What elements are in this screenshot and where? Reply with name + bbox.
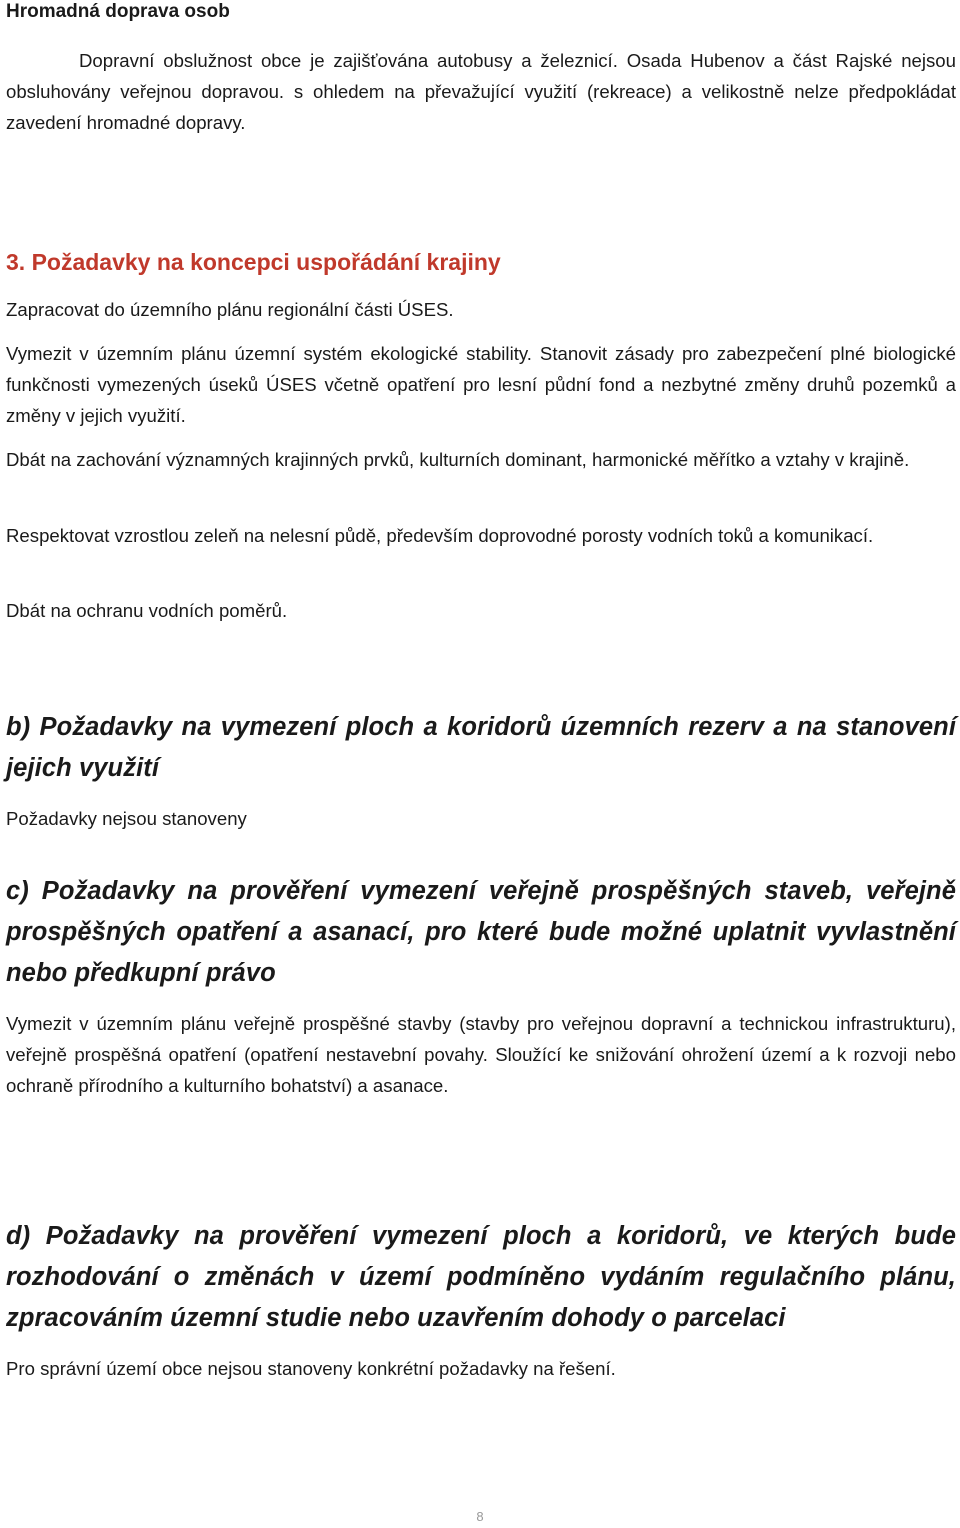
section-b-paragraph-block — [6, 803, 956, 834]
section-c — [6, 871, 956, 994]
section-heading: d) Požadavky na prověření vymezení ploch a koridorů, ve kterých bude rozhodování o změnách v území podmíněno vydáním regulačního plánu, zpracováním územní studie nebo uzavřením dohody o parcelaci — [6, 1222, 956, 1332]
section-3-paragraph-1-block — [6, 294, 956, 325]
section-3-paragraph-3-block — [6, 444, 956, 475]
section-3 — [6, 247, 956, 277]
paragraph: Požadavky nejsou stanoveny — [6, 808, 247, 829]
paragraph: Vymezit v územním plánu veřejně prospěšné stavby (stavby pro veřejnou dopravní a technickou infrastrukturu), veřejně prospěšná opatření (opatření nestavební povahy. Sloužící ke snižování ohrožení území a k rozvoji nebo ochraně přírodního a kulturního bohatství) a asanace. — [6, 1013, 956, 1096]
section-heading: c) Požadavky na prověření vymezení veřejně prospěšných staveb, veřejně prospěšných opatření a asanací, pro které bude možné uplatnit vyvlastnění nebo předkupní právo — [6, 877, 956, 987]
paragraph: Respektovat vzrostlou zeleň na nelesní půdě, především doprovodné porosty vodních toků a komunikací. — [6, 525, 874, 546]
paragraph: Dopravní obslužnost obce je zajišťována autobusy a železnicí. Osada Hubenov a část Rajské nejsou obsluhovány veřejnou dopravou. s ohledem na převažující využití (rekreace) a velikostně nelze předpokládat zavedení hromadné dopravy. — [6, 50, 956, 133]
section-heading: 3. Požadavky na koncepci uspořádání krajiny — [6, 249, 501, 275]
paragraph: Dbát na zachování významných krajinných prvků, kulturních dominant, harmonické měřítko a vztahy v krajině. — [6, 449, 910, 470]
paragraph: Zapracovat do územního plánu regionální části ÚSES. — [6, 299, 454, 320]
section-c-paragraph-block — [6, 1008, 956, 1101]
paragraph: Vymezit v územním plánu územní systém ekologické stability. Stanovit zásady pro zabezpečení plné biologické funkčnosti vymezených úseků ÚSES včetně opatření pro lesní půdní fond a nezbytné změny druhů pozemků a změny v jejich využití. — [6, 343, 956, 426]
section-3-paragraph-4-block — [6, 520, 956, 551]
section-heading: Hromadná doprava osob — [6, 1, 230, 22]
page-number: 8 — [476, 1509, 484, 1524]
section-d — [6, 1216, 956, 1339]
section-3-paragraph-5-block — [6, 595, 956, 626]
section-b — [6, 707, 956, 789]
section-public-transport — [6, 0, 956, 24]
public-transport-paragraph-block — [6, 45, 956, 138]
section-d-paragraph-block — [6, 1353, 956, 1384]
paragraph: Dbát na ochranu vodních poměrů. — [6, 600, 288, 621]
section-3-paragraph-2-block — [6, 338, 956, 431]
paragraph: Pro správní území obce nejsou stanoveny konkrétní požadavky na řešení. — [6, 1358, 616, 1379]
section-heading: b) Požadavky na vymezení ploch a koridorů územních rezerv a na stanovení jejich využití — [6, 713, 956, 782]
